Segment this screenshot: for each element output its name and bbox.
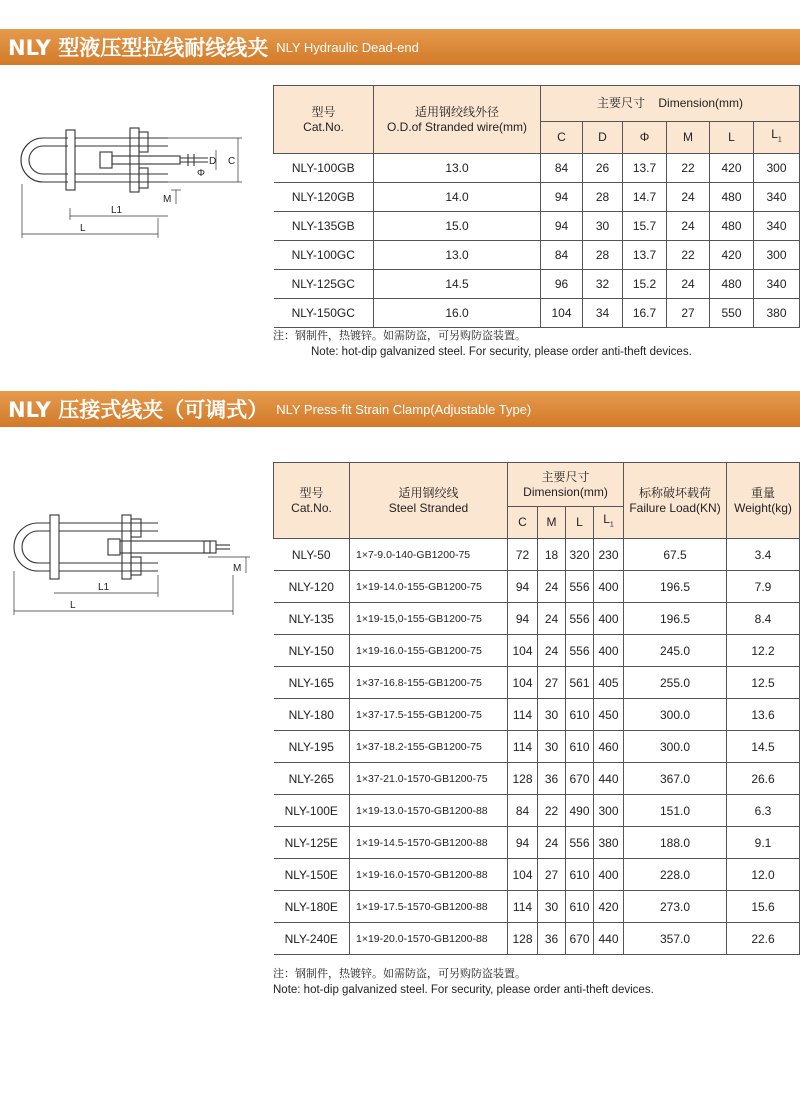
header2-c: C (508, 507, 538, 539)
dim-d-label: D (209, 156, 217, 167)
table-cell: 1×19-13.0-1570-GB1200-88 (350, 795, 508, 827)
cat-no-cell: NLY-135GB (274, 212, 374, 241)
section1-note-en: Note: hot-dip galvanized steel. For security, please order anti-theft devices. (311, 346, 692, 358)
table-cell: 104 (508, 635, 538, 667)
table-cell: 128 (508, 763, 538, 795)
dim2-l1-label: L1 (98, 582, 110, 593)
table-cell: 196.5 (624, 571, 727, 603)
table-cell: 67.5 (624, 539, 727, 571)
header-od: 适用钢绞线外径 O.D.of Stranded wire(mm) (374, 86, 541, 154)
table-cell: 255.0 (624, 667, 727, 699)
table-cell: 15.0 (374, 212, 541, 241)
table-cell: 300 (754, 241, 800, 270)
table-cell: 460 (594, 731, 624, 763)
cat-no-cell: NLY-265 (274, 763, 350, 795)
header2-m: M (538, 507, 566, 539)
cat-no-cell: NLY-120GB (274, 183, 374, 212)
table-cell: 12.5 (727, 667, 800, 699)
table-cell: 1×19-16.0-155-GB1200-75 (350, 635, 508, 667)
table-cell: 14.0 (374, 183, 541, 212)
table-cell: 420 (710, 241, 754, 270)
table-cell: 610 (566, 859, 594, 891)
table-cell: 610 (566, 891, 594, 923)
table-cell: 94 (508, 827, 538, 859)
table-cell: 1×19-15,0-155-GB1200-75 (350, 603, 508, 635)
table-cell: 1×19-14.5-1570-GB1200-88 (350, 827, 508, 859)
table-cell: 36 (538, 763, 566, 795)
table-cell: 273.0 (624, 891, 727, 923)
table-cell: 26.6 (727, 763, 800, 795)
table-cell: 13.7 (623, 154, 667, 183)
table-cell: 670 (566, 923, 594, 955)
cat-no-cell: NLY-120 (274, 571, 350, 603)
table-row (274, 827, 800, 859)
dead-end-clamp-diagram (8, 118, 270, 248)
header2-strand: 适用钢绞线 Steel Stranded (350, 463, 508, 539)
table-cell: 151.0 (624, 795, 727, 827)
table-cell: 15.6 (727, 891, 800, 923)
table-cell: 450 (594, 699, 624, 731)
table-cell: 24 (667, 212, 710, 241)
cat-no-cell: NLY-135 (274, 603, 350, 635)
table-row (274, 763, 800, 795)
section1-banner (0, 29, 800, 65)
table-row (274, 270, 800, 299)
table-cell: 420 (594, 891, 624, 923)
table-cell: 3.4 (727, 539, 800, 571)
cat-no-cell: NLY-240E (274, 923, 350, 955)
table-cell: 400 (594, 635, 624, 667)
cat-no-cell: NLY-180E (274, 891, 350, 923)
table-cell: 9.1 (727, 827, 800, 859)
cat-no-cell: NLY-50 (274, 539, 350, 571)
table-row (274, 571, 800, 603)
table-cell: 30 (538, 891, 566, 923)
table-cell: 400 (594, 571, 624, 603)
table-row (274, 241, 800, 270)
table-cell: 13.0 (374, 241, 541, 270)
header2-l: L (566, 507, 594, 539)
table-cell: 420 (710, 154, 754, 183)
table-cell: 27 (667, 299, 710, 328)
table-cell: 104 (508, 667, 538, 699)
press-fit-table-body (274, 539, 800, 955)
table-cell: 14.5 (727, 731, 800, 763)
table-cell: 94 (541, 183, 583, 212)
table-cell: 24 (667, 270, 710, 299)
cat-no-cell: NLY-150E (274, 859, 350, 891)
table-cell: 367.0 (624, 763, 727, 795)
table-cell: 34 (583, 299, 623, 328)
table-cell: 340 (754, 183, 800, 212)
table-cell: 480 (710, 212, 754, 241)
dim-m-label: M (163, 194, 172, 205)
table-cell: 22 (538, 795, 566, 827)
section2-title-en: NLY Press-fit Strain Clamp(Adjustable Type) (276, 401, 532, 417)
header-d: D (583, 122, 623, 154)
table-row (274, 731, 800, 763)
table-cell: 28 (583, 183, 623, 212)
table-cell: 405 (594, 667, 624, 699)
table-cell: 300.0 (624, 699, 727, 731)
table-cell: 670 (566, 763, 594, 795)
table-cell: 1×37-16.8-155-GB1200-75 (350, 667, 508, 699)
section2-note-en: Note: hot-dip galvanized steel. For security, please order anti-theft devices. (273, 984, 654, 996)
table-cell: 36 (538, 923, 566, 955)
table-cell: 14.5 (374, 270, 541, 299)
table-cell: 400 (594, 859, 624, 891)
header2-load: 标称破坏载荷 Failure Load(KN) (624, 463, 727, 539)
section2-note-cn: 注：钢制件，热镀锌。如需防盗，可另购防盗装置。 (273, 967, 526, 980)
table-cell: 84 (508, 795, 538, 827)
table-row (274, 635, 800, 667)
section1-title-cn: NLY 型液压型拉线耐线线夹 (8, 36, 269, 60)
section1-note-cn: 注：钢制件，热镀锌。如需防盗，可另购防盗装置。 (273, 329, 526, 342)
table-cell: 550 (710, 299, 754, 328)
header-cat-no: 型号 Cat.No. (274, 86, 374, 154)
table-cell: 16.0 (374, 299, 541, 328)
table-cell: 24 (538, 635, 566, 667)
header2-cat-no: 型号 Cat.No. (274, 463, 350, 539)
table-cell: 7.9 (727, 571, 800, 603)
table-row (274, 299, 800, 328)
table-cell: 24 (538, 827, 566, 859)
dim-l-label: L (80, 223, 86, 234)
table-cell: 228.0 (624, 859, 727, 891)
header-dimension: 主要尺寸 Dimension(mm) (541, 86, 800, 122)
cat-no-cell: NLY-100GC (274, 241, 374, 270)
table-cell: 245.0 (624, 635, 727, 667)
table-cell: 490 (566, 795, 594, 827)
table-cell: 114 (508, 731, 538, 763)
table-cell: 440 (594, 763, 624, 795)
table-cell: 556 (566, 571, 594, 603)
table-cell: 1×19-20.0-1570-GB1200-88 (350, 923, 508, 955)
header-l1: $L_1$ (754, 122, 800, 154)
table-cell: 196.5 (624, 603, 727, 635)
header2-dimension: 主要尺寸 Dimension(mm) (508, 463, 624, 507)
table-cell: 8.4 (727, 603, 800, 635)
table-cell: 12.2 (727, 635, 800, 667)
table-cell: 14.7 (623, 183, 667, 212)
table-row (274, 212, 800, 241)
table-cell: 94 (508, 603, 538, 635)
cat-no-cell: NLY-100GB (274, 154, 374, 183)
dead-end-table-body (274, 154, 800, 328)
table-cell: 480 (710, 270, 754, 299)
table-cell: 556 (566, 827, 594, 859)
dead-end-spec-table (273, 85, 800, 328)
header-m: M (667, 122, 710, 154)
table-cell: 27 (538, 667, 566, 699)
table-cell: 1×19-16.0-1570-GB1200-88 (350, 859, 508, 891)
table-cell: 12.0 (727, 859, 800, 891)
table-row (274, 859, 800, 891)
table-cell: 380 (594, 827, 624, 859)
cat-no-cell: NLY-125GC (274, 270, 374, 299)
dim-c-label: C (228, 156, 236, 167)
table-cell: 24 (667, 183, 710, 212)
cat-no-cell: NLY-195 (274, 731, 350, 763)
table-cell: 32 (583, 270, 623, 299)
dim-l1-label: L1 (111, 205, 123, 216)
section2-title-cn: NLY 压接式线夹（可调式） (8, 398, 269, 422)
table-cell: 128 (508, 923, 538, 955)
table-cell: 22.6 (727, 923, 800, 955)
table-cell: 320 (566, 539, 594, 571)
table-cell: 22 (667, 241, 710, 270)
table-cell: 1×37-21.0-1570-GB1200-75 (350, 763, 508, 795)
table-cell: 16.7 (623, 299, 667, 328)
table-cell: 300 (754, 154, 800, 183)
table-cell: 230 (594, 539, 624, 571)
table-cell: 24 (538, 603, 566, 635)
table-cell: 114 (508, 699, 538, 731)
table-cell: 1×7-9.0-140-GB1200-75 (350, 539, 508, 571)
press-fit-clamp-diagram (8, 505, 270, 625)
table-cell: 30 (538, 699, 566, 731)
table-cell: 15.7 (623, 212, 667, 241)
dim2-m-label: M (233, 563, 242, 574)
table-cell: 94 (541, 212, 583, 241)
table-cell: 13.7 (623, 241, 667, 270)
table-row (274, 154, 800, 183)
header2-l1: $L_1$ (594, 507, 624, 539)
table-cell: 104 (508, 859, 538, 891)
header-c: C (541, 122, 583, 154)
table-row (274, 183, 800, 212)
table-cell: 96 (541, 270, 583, 299)
table-cell: 84 (541, 154, 583, 183)
cat-no-cell: NLY-150 (274, 635, 350, 667)
table-row (274, 923, 800, 955)
table-cell: 188.0 (624, 827, 727, 859)
table-cell: 28 (583, 241, 623, 270)
table-row (274, 891, 800, 923)
cat-no-cell: NLY-150GC (274, 299, 374, 328)
table-cell: 1×37-18.2-155-GB1200-75 (350, 731, 508, 763)
table-row (274, 539, 800, 571)
table-row (274, 667, 800, 699)
section1-note (273, 327, 692, 361)
table-cell: 26 (583, 154, 623, 183)
table-cell: 24 (538, 571, 566, 603)
table-cell: 1×19-14.0-155-GB1200-75 (350, 571, 508, 603)
table-cell: 380 (754, 299, 800, 328)
section2-banner (0, 391, 800, 427)
table-cell: 104 (541, 299, 583, 328)
table-cell: 561 (566, 667, 594, 699)
table-cell: 6.3 (727, 795, 800, 827)
table-cell: 114 (508, 891, 538, 923)
header-l: L (710, 122, 754, 154)
cat-no-cell: NLY-165 (274, 667, 350, 699)
table-row (274, 795, 800, 827)
table-cell: 94 (508, 571, 538, 603)
cat-no-cell: NLY-100E (274, 795, 350, 827)
press-fit-spec-table (273, 462, 800, 955)
table-cell: 13.0 (374, 154, 541, 183)
table-cell: 440 (594, 923, 624, 955)
section1-title-en: NLY Hydraulic Dead-end (276, 39, 419, 55)
table-cell: 357.0 (624, 923, 727, 955)
table-cell: 610 (566, 699, 594, 731)
table-cell: 300 (594, 795, 624, 827)
table-cell: 340 (754, 212, 800, 241)
table-cell: 72 (508, 539, 538, 571)
table-cell: 1×19-17.5-1570-GB1200-88 (350, 891, 508, 923)
table-cell: 480 (710, 183, 754, 212)
table-row (274, 699, 800, 731)
table-cell: 18 (538, 539, 566, 571)
table-cell: 15.2 (623, 270, 667, 299)
table-cell: 27 (538, 859, 566, 891)
header2-weight: 重量 Weight(kg) (727, 463, 800, 539)
section2-note (273, 965, 654, 999)
header-phi: Φ (623, 122, 667, 154)
table-cell: 340 (754, 270, 800, 299)
table-cell: 13.6 (727, 699, 800, 731)
cat-no-cell: NLY-180 (274, 699, 350, 731)
table-cell: 30 (538, 731, 566, 763)
table-cell: 22 (667, 154, 710, 183)
table-cell: 610 (566, 731, 594, 763)
table-cell: 556 (566, 603, 594, 635)
table-cell: 1×37-17.5-155-GB1200-75 (350, 699, 508, 731)
table-cell: 300.0 (624, 731, 727, 763)
cat-no-cell: NLY-125E (274, 827, 350, 859)
table-cell: 556 (566, 635, 594, 667)
dim2-l-label: L (70, 600, 76, 611)
dim-phi-label: Φ (197, 168, 205, 179)
table-cell: 400 (594, 603, 624, 635)
table-cell: 84 (541, 241, 583, 270)
table-cell: 30 (583, 212, 623, 241)
table-row (274, 603, 800, 635)
